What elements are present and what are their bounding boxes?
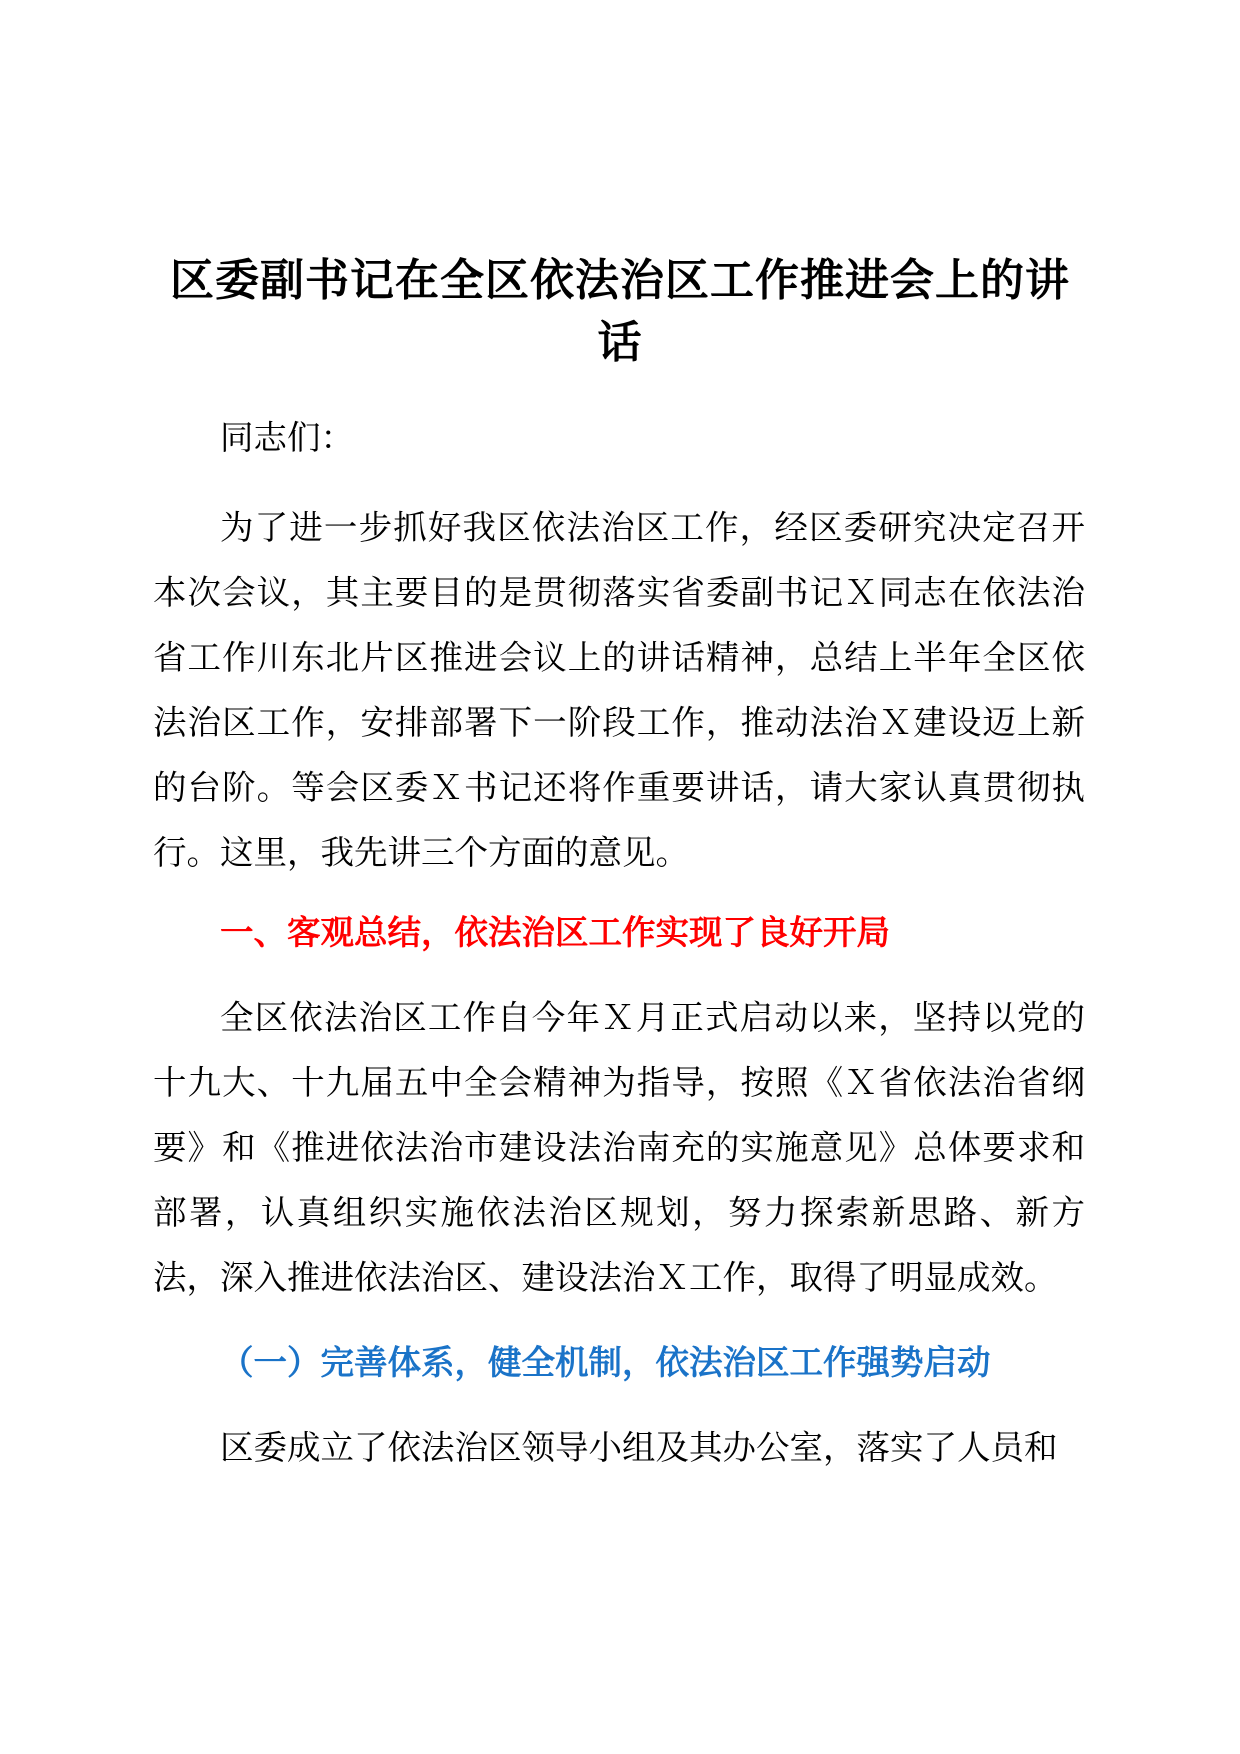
paragraph-summary: 全区依法治区工作自今年Ｘ月正式启动以来，坚持以党的十九大、十九届五中全会精神为指导，按照《Ｘ省依法治省纲要》和《推进依法治市建设法治南充的实施意见》总体要求和部署，认真组织实施依法治区规划，努力探索新思路、新方法，深入推进依法治区、建设法治Ｘ工作，取得了明显成效。 bbox=[153, 998, 1085, 1297]
paragraph-intro: 为了进一步抓好我区依法治区工作，经区委研究决定召开本次会议，其主要目的是贯彻落实省委副书记Ｘ同志在依法治省工作川东北片区推进会议上的讲话精神，总结上半年全区依法治区工作，安排部署下一阶段工作，推动法治Ｘ建设迈上新的台阶。等会区委Ｘ书记还将作重要讲话，请大家认真贯彻执行。这里，我先讲三个方面的意见。 bbox=[153, 508, 1085, 872]
document-title: 区委副书记在全区依法治区工作推进会上的讲话 bbox=[170, 255, 1070, 368]
paragraph-subsection: 区委成立了依法治区领导小组及其办公室，落实了人员和 bbox=[220, 1428, 1058, 1467]
section-heading-1: 一、客观总结，依法治区工作实现了良好开局 bbox=[220, 913, 890, 952]
salutation: 同志们： bbox=[220, 418, 354, 457]
subsection-heading-1: （一）完善体系，健全机制，依法治区工作强势启动 bbox=[220, 1343, 991, 1382]
